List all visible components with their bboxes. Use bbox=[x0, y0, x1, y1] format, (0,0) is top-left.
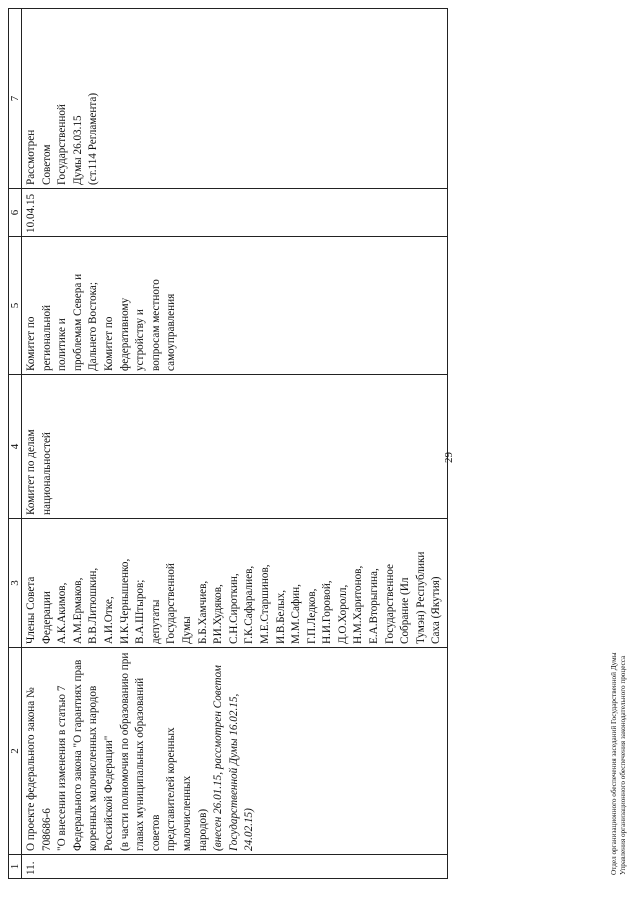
col-num-7: 7 bbox=[9, 9, 22, 189]
col-num-1: 1 bbox=[9, 855, 22, 879]
row-number: 11. bbox=[22, 855, 448, 879]
bill-note: (внесен 26.01.15, рассмотрен Советом Государственной Думы 16.02.15, 24.02.15) bbox=[212, 665, 256, 851]
page-number: 29 bbox=[443, 452, 455, 463]
col-num-5: 5 bbox=[9, 237, 22, 375]
footer-line-2: Управления организационного обеспечения законодательного процесса bbox=[619, 655, 627, 875]
footer-note bbox=[610, 652, 628, 875]
bill-description bbox=[22, 648, 448, 855]
footer-line-1: Отдел организационного обеспечения заседаний Государственной Думы bbox=[610, 652, 618, 875]
table-row bbox=[22, 9, 448, 879]
deadline-date: 10.04.15 bbox=[22, 189, 448, 237]
initiators: Члены Совета Федерации А.К.Акимов, А.М.Ермаков, В.В.Литюшкин, А.И.Отке, И.К.Чернышенко, В.А.Штыров; депутаты Государственной Думы Б.Б.Хамчиев, Р.И.Худяков, С.Н.Сироткин, Г.К.Сафаралиев, М.Е.Старшинов, И.В.Белых, М.М.Сафин, Г.П.Ледков, Н.И.Горовой, Д.О.Хоролл, Н.М.Харитонов, Е.А.Вторыгина, Государственное Собрание (Ил Тумэн) Республики Саха (Якутия) bbox=[22, 519, 448, 648]
column-number-row bbox=[9, 9, 22, 879]
col-num-3: 3 bbox=[9, 519, 22, 648]
col-num-4: 4 bbox=[9, 375, 22, 519]
bill-title: О проекте федерального закона № 708686-6 "О внесении изменения в статью 7 Федерального закона "О гарантиях прав коренных малочисленных народов Российской Федерации" (в части полномочия по образованию при главах муниципальных образований советов представителей коренных малочисленных народов) bbox=[25, 652, 209, 851]
col-num-6: 6 bbox=[9, 189, 22, 237]
responsible-committee: Комитет по делам национальностей bbox=[22, 375, 448, 519]
col-num-2: 2 bbox=[9, 648, 22, 855]
document-table bbox=[8, 8, 448, 879]
co-executor-committees: Комитет по региональной политике и проблемам Севера и Дальнего Востока; Комитет по федеративному устройству и вопросам местного самоуправления bbox=[22, 237, 448, 375]
status: Рассмотрен Советом Государственной Думы 26.03.15 (ст.114 Регламента) bbox=[22, 9, 448, 189]
